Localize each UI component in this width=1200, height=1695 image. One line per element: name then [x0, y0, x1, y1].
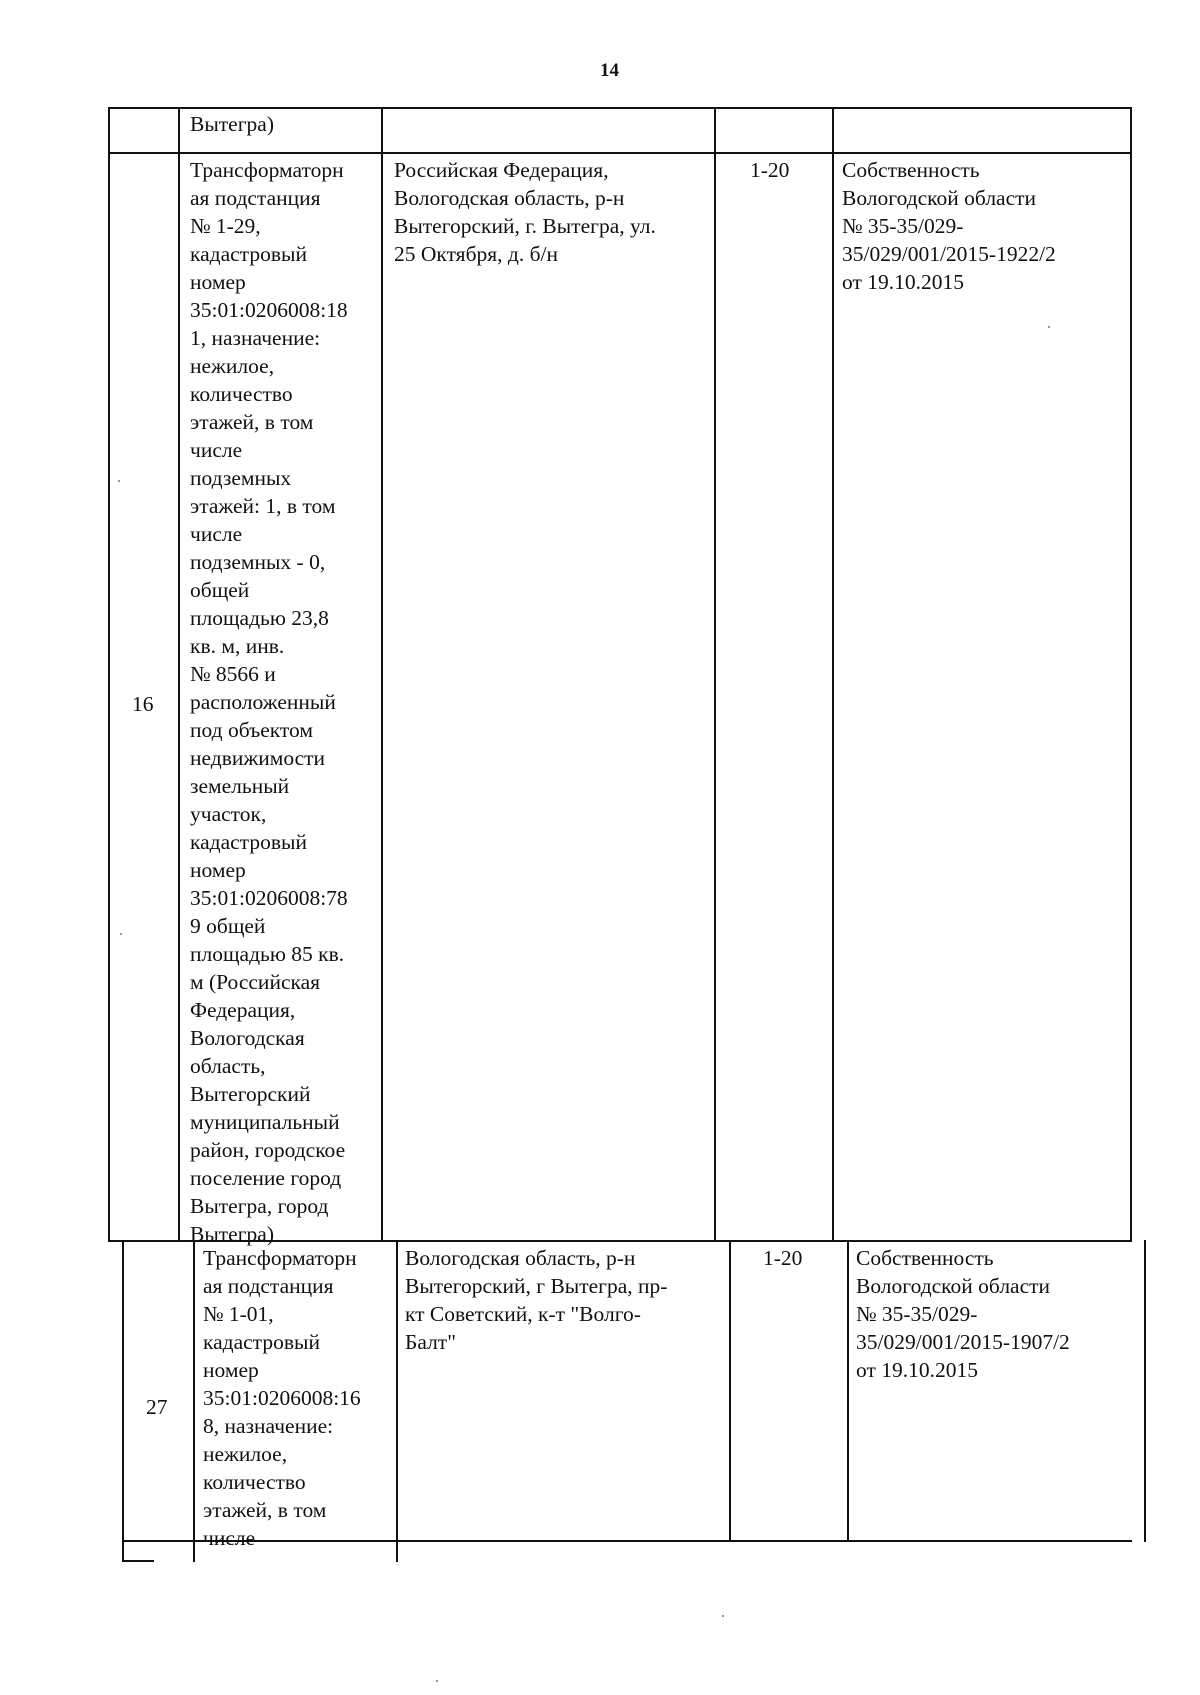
table-line	[832, 107, 834, 1242]
term-cell: 1-20	[750, 158, 790, 182]
scan-speck	[118, 480, 120, 482]
table-line	[108, 107, 1132, 109]
table-line	[1130, 107, 1132, 1242]
scan-speck	[722, 1615, 724, 1617]
table-line	[1144, 1240, 1146, 1542]
right-cell: Собственность Вологодской области № 35-35/029- 35/029/001/2015-1907/2 от 19.10.2015	[856, 1246, 1070, 1382]
table-line	[122, 1560, 154, 1562]
table-line	[729, 1240, 731, 1542]
address-cell: Вологодская область, р-н Вытегорский, г Вытегра, пр- кт Советский, к-т "Волго- Балт"	[405, 1246, 668, 1354]
scan-speck	[120, 933, 122, 935]
table-line	[381, 107, 383, 1242]
table-line	[396, 1240, 398, 1562]
table-line	[193, 1240, 195, 1562]
table-line	[178, 107, 180, 1242]
address-cell: Российская Федерация, Вологодская область, р-н Вытегорский, г. Вытегра, ул. 25 Октября, д. б/н	[394, 158, 656, 266]
row-number: 16	[132, 692, 154, 716]
object-cell: Трансформаторн ая подстанция № 1-29, кадастровый номер 35:01:0206008:18 1, назначение: нежилое, количество этажей, в том числе подземных этажей: 1, в том числе подземных - 0, общей площадью 23,8 кв. м, инв. № 8566 и расположенный под объектом недвижимости земельный участок, кадастровый номер 35:01:0206008:78 9 общей площадью 85 кв. м (Российская Федерация, Вологодская область, Вытегорский муниципальный район, городское поселение город Вытегра, город Вытегра)	[190, 158, 348, 1246]
right-cell: Собственность Вологодской области № 35-35/029- 35/029/001/2015-1922/2 от 19.10.2015	[842, 158, 1056, 294]
table-line	[847, 1240, 849, 1542]
object-cell: Трансформаторн ая подстанция № 1-01, кадастровый номер 35:01:0206008:16 8, назначение: нежилое, количество этажей, в том числе	[203, 1246, 361, 1550]
scan-speck	[436, 1680, 438, 1682]
page-number: 14	[600, 60, 619, 81]
term-cell: 1-20	[763, 1246, 803, 1270]
scan-speck	[1048, 326, 1050, 328]
table-line	[108, 152, 1132, 154]
table-line	[714, 107, 716, 1242]
object-cell: Вытегра)	[190, 112, 274, 136]
table-line	[122, 1240, 124, 1562]
table-line	[108, 107, 110, 1242]
row-number: 27	[146, 1395, 168, 1419]
